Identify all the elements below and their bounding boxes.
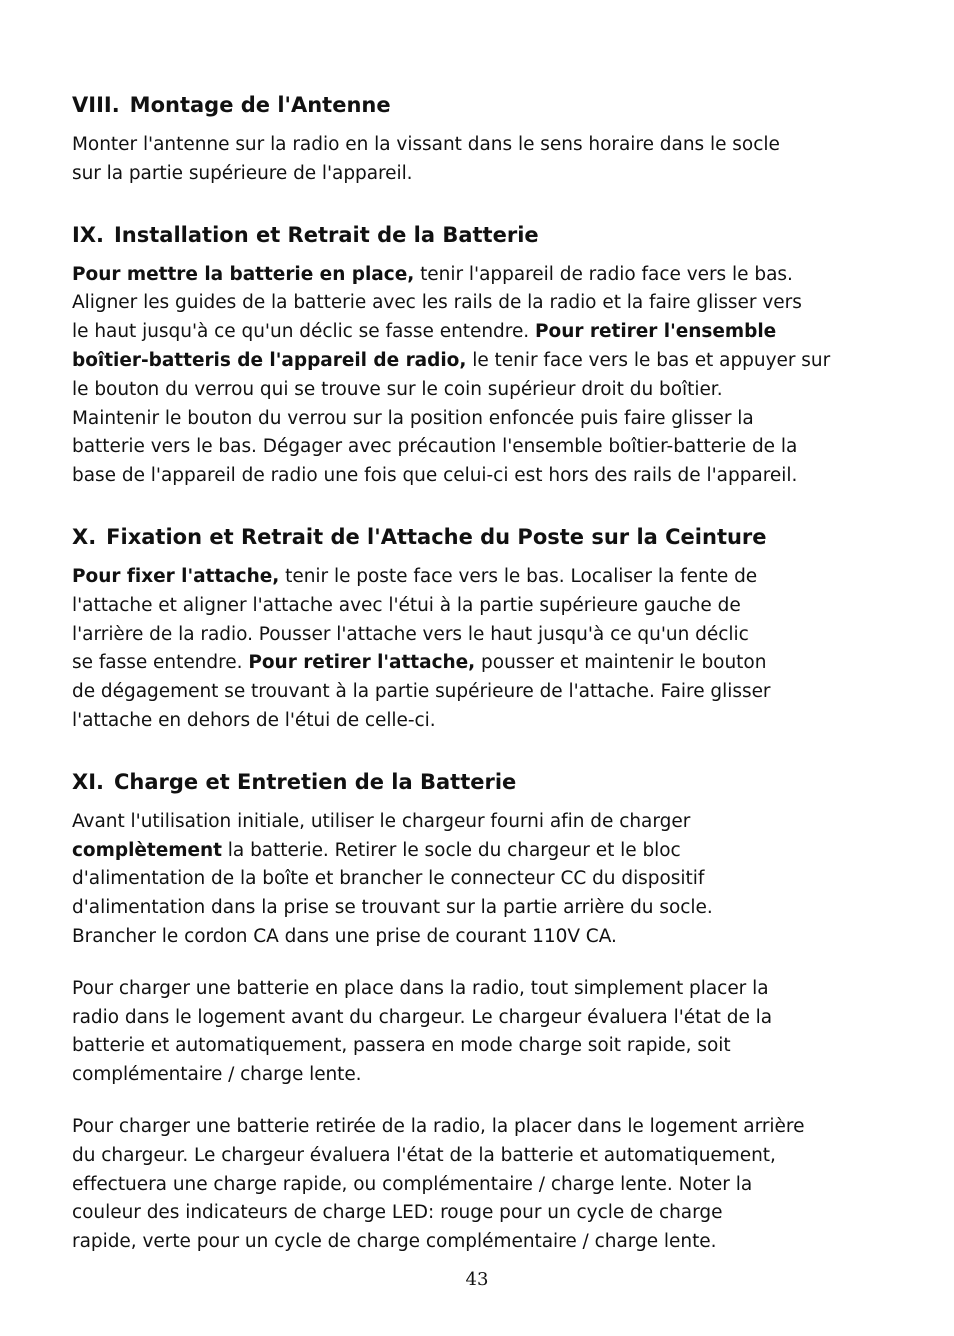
text-run: sur la partie supérieure de l'appareil. bbox=[72, 162, 413, 184]
text-line bbox=[72, 621, 882, 650]
text-run: de dégagement se trouvant à la partie supérieure de l'attache. Faire glisser bbox=[72, 681, 771, 703]
text-run: base de l'appareil de radio une fois que celui-ci est hors des rails de l'appareil. bbox=[72, 465, 798, 487]
text-line bbox=[72, 865, 882, 894]
section-heading bbox=[72, 220, 882, 250]
bold-run: Pour mettre la batterie en place, bbox=[72, 263, 415, 285]
text-run: rapide, verte pour un cycle de charge complémentaire / charge lente. bbox=[72, 1231, 717, 1253]
text-run: l'attache et aligner l'attache avec l'étui à la partie supérieure gauche de bbox=[72, 594, 741, 616]
text-run: tenir l'appareil de radio face vers le bas. bbox=[414, 263, 793, 285]
section-title: Charge et Entretien de la Batterie bbox=[113, 769, 517, 794]
paragraph bbox=[72, 808, 882, 952]
text-line bbox=[72, 808, 882, 837]
text-run: Aligner les guides de la batterie avec les rails de la radio et la faire glisser vers bbox=[72, 292, 802, 314]
section-number: XI. bbox=[72, 769, 104, 794]
text-run: batterie vers le bas. Dégager avec précaution l'ensemble boîtier-batterie de la bbox=[72, 436, 798, 458]
text-line bbox=[72, 131, 882, 160]
text-line bbox=[72, 1004, 882, 1033]
section-heading bbox=[72, 90, 882, 120]
text-line bbox=[72, 1113, 882, 1142]
text-line bbox=[72, 1199, 882, 1228]
bold-run: complètement bbox=[72, 839, 222, 861]
text-line bbox=[72, 894, 882, 923]
text-run: batterie et automatiquement, passera en mode charge soit rapide, soit bbox=[72, 1035, 731, 1057]
paragraph bbox=[72, 131, 882, 189]
section-battery-install bbox=[72, 220, 882, 491]
text-line bbox=[72, 649, 882, 678]
paragraph bbox=[72, 1113, 882, 1257]
section-number: IX. bbox=[72, 222, 104, 247]
section-number: X. bbox=[72, 524, 97, 549]
text-line bbox=[72, 975, 882, 1004]
text-line bbox=[72, 160, 882, 189]
text-run: pousser et maintenir le bouton bbox=[475, 652, 767, 674]
text-run: le tenir face vers le bas et appuyer sur bbox=[466, 349, 831, 371]
text-run: radio dans le logement avant du chargeur. Le chargeur évaluera l'état de la bbox=[72, 1006, 773, 1028]
text-run: tenir le poste face vers le bas. Localiser la fente de bbox=[279, 565, 758, 587]
bold-run: Pour retirer l'ensemble bbox=[535, 321, 777, 343]
text-run: se fasse entendre. bbox=[72, 652, 249, 674]
text-line bbox=[72, 318, 882, 347]
text-run: Pour charger une batterie en place dans la radio, tout simplement placer la bbox=[72, 977, 769, 999]
text-run: l'arrière de la radio. Pousser l'attache vers le haut jusqu'à ce qu'un déclic bbox=[72, 623, 749, 645]
text-run: complémentaire / charge lente. bbox=[72, 1064, 362, 1086]
section-heading bbox=[72, 767, 882, 797]
text-line bbox=[72, 1061, 882, 1090]
text-run: couleur des indicateurs de charge LED: rouge pour un cycle de charge bbox=[72, 1202, 723, 1224]
text-line bbox=[72, 1228, 882, 1257]
text-line bbox=[72, 376, 882, 405]
text-run: le haut jusqu'à ce qu'un déclic se fasse entendre. bbox=[72, 321, 536, 343]
bold-run: Pour fixer l'attache, bbox=[72, 565, 280, 587]
text-run: Maintenir le bouton du verrou sur la position enfoncée puis faire glisser la bbox=[72, 407, 754, 429]
section-battery-charge bbox=[72, 767, 882, 1257]
text-line bbox=[72, 923, 882, 952]
section-title: Montage de l'Antenne bbox=[129, 93, 391, 117]
text-run: d'alimentation de la boîte et brancher le connecteur CC du dispositif bbox=[72, 868, 705, 890]
text-line bbox=[72, 563, 882, 592]
text-line bbox=[72, 678, 882, 707]
text-run: Brancher le cordon CA dans une prise de courant 110V CA. bbox=[72, 925, 617, 947]
page-number: 43 bbox=[465, 1269, 489, 1290]
text-line bbox=[72, 405, 882, 434]
section-title: Fixation et Retrait de l'Attache du Poste sur la Ceinture bbox=[106, 524, 767, 549]
text-run: Avant l'utilisation initiale, utiliser le chargeur fourni afin de charger bbox=[72, 810, 691, 832]
text-run: Monter l'antenne sur la radio en la vissant dans le sens horaire dans le socle bbox=[72, 134, 780, 155]
text-run: du chargeur. Le chargeur évaluera l'état de la batterie et automatiquement, bbox=[72, 1144, 776, 1166]
text-line bbox=[72, 347, 882, 376]
text-line bbox=[72, 707, 882, 736]
text-line bbox=[72, 592, 882, 621]
text-run: effectuera une charge rapide, ou complémentaire / charge lente. Noter la bbox=[72, 1173, 753, 1195]
paragraph bbox=[72, 261, 882, 491]
text-line bbox=[72, 433, 882, 462]
bold-run: boîtier-batteris de l'appareil de radio, bbox=[72, 349, 467, 371]
text-line bbox=[72, 1171, 882, 1200]
text-run: d'alimentation dans la prise se trouvant sur la partie arrière du socle. bbox=[72, 897, 713, 919]
text-line bbox=[72, 462, 882, 491]
section-belt-clip bbox=[72, 522, 882, 736]
section-antenna bbox=[72, 90, 882, 189]
text-line bbox=[72, 261, 882, 290]
section-title: Installation et Retrait de la Batterie bbox=[113, 222, 539, 247]
text-line bbox=[72, 1032, 882, 1061]
paragraph bbox=[72, 563, 882, 736]
text-line bbox=[72, 289, 882, 318]
text-run: Pour charger une batterie retirée de la radio, la placer dans le logement arrière bbox=[72, 1115, 805, 1137]
manual-page bbox=[72, 90, 882, 1257]
text-run: la batterie. Retirer le socle du chargeur et le bloc bbox=[221, 839, 681, 861]
text-run: l'attache en dehors de l'étui de celle-ci. bbox=[72, 709, 436, 731]
text-line bbox=[72, 1142, 882, 1171]
section-heading bbox=[72, 522, 882, 552]
text-run: le bouton du verrou qui se trouve sur le coin supérieur droit du boîtier. bbox=[72, 378, 723, 400]
paragraph bbox=[72, 975, 882, 1090]
section-number: VIII. bbox=[72, 93, 120, 117]
text-line bbox=[72, 837, 882, 866]
bold-run: Pour retirer l'attache, bbox=[248, 652, 476, 674]
